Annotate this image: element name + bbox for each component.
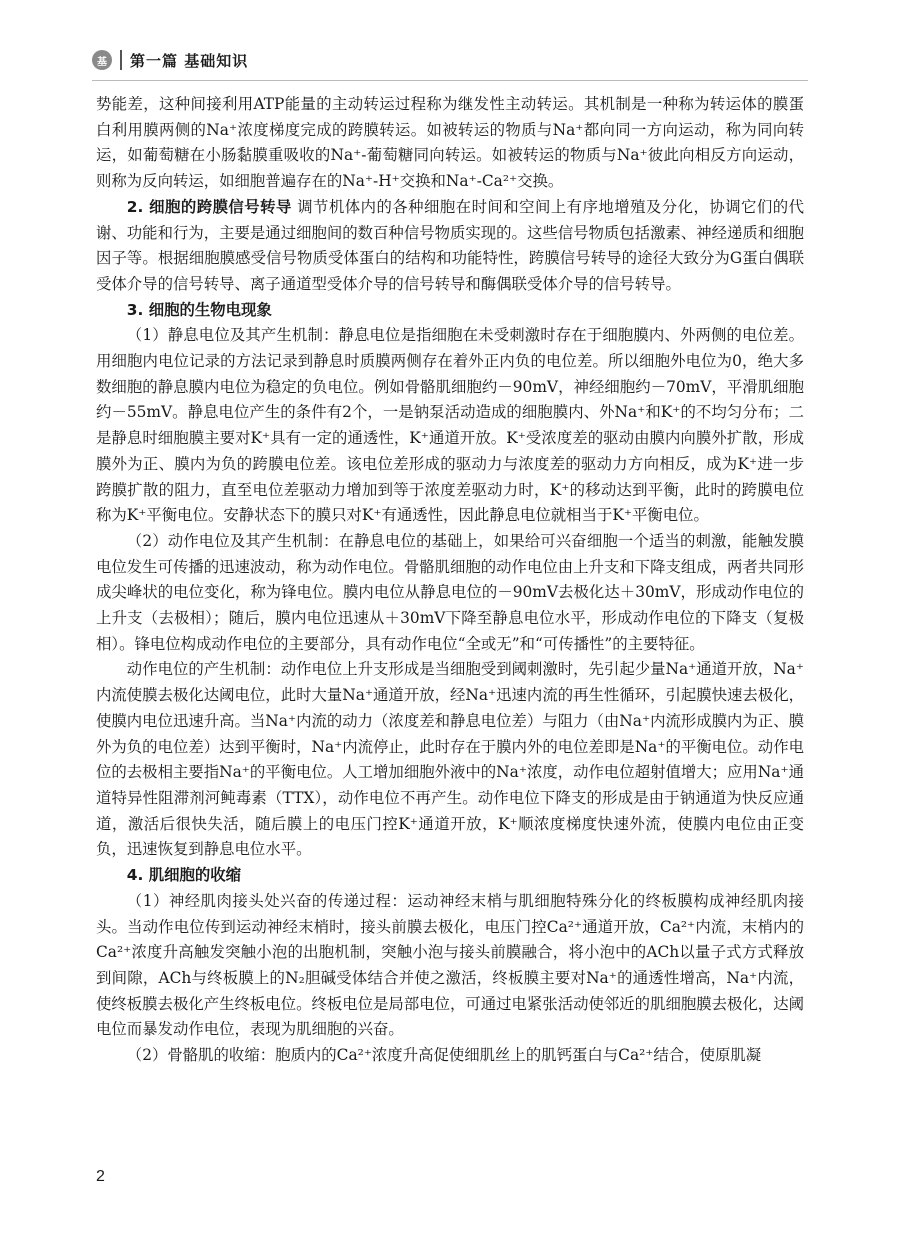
paragraph: （1）静息电位及其产生机制：静息电位是指细胞在未受刺激时存在于细胞膜内、外两侧的电位差。用细胞内电位记录的方法记录到静息时质膜两侧存在着外正内负的电位差。所以细胞外电位为0，绝大多数细胞的静息膜内电位为稳定的负电位。例如骨骼肌细胞约－90mV，神经细胞约－70mV，平滑肌细胞约－55mV。静息电位产生的条件有2个，一是钠泵活动造成的细胞膜内、外Na⁺和K⁺的不均匀分布；二是静息时细胞膜主要对K⁺具有一定的通透性，K⁺通道开放。K⁺受浓度差的驱动由膜内向膜外扩散，形成膜外为正、膜内为负的跨膜电位差。该电位差形成的驱动力与浓度差的驱动力方向相反，成为K⁺进一步跨膜扩散的阻力，直至电位差驱动力增加到等于浓度差驱动力时，K⁺的移动达到平衡，此时的跨膜电位称为K⁺平衡电位。安静状态下的膜只对K⁺有通透性，因此静息电位就相当于K⁺平衡电位。 bbox=[96, 326, 804, 525]
paragraph: 动作电位的产生机制：动作电位上升支形成是当细胞受到阈刺激时，先引起少量Na⁺通道开放，Na⁺内流使膜去极化达阈电位，此时大量Na⁺通道开放，经Na⁺迅速内流的再生性循环，引起膜快速去极化，使膜内电位迅速升高。当Na⁺内流的动力（浓度差和静息电位差）与阻力（由Na⁺内流形成膜内为正、膜外为负的电位差）达到平衡时，Na⁺内流停止，此时存在于膜内外的电位差即是Na⁺的平衡电位。动作电位的去极相主要指Na⁺的平衡电位。人工增加细胞外液中的Na⁺浓度，动作电位超射值增大；应用Na⁺通道特异性阻滞剂河鲀毒素（TTX），动作电位不再产生。动作电位下降支的形成是由于钠通道为快反应通道，激活后很快失活，随后膜上的电压门控K⁺通道开放，K⁺顺浓度梯度快速外流，使膜内电位由正变负，迅速恢复到静息电位水平。 bbox=[96, 660, 804, 859]
page-number: 2 bbox=[96, 1168, 105, 1185]
paragraph: （2）骨骼肌的收缩：胞质内的Ca²⁺浓度升高促使细肌丝上的肌钙蛋白与Ca²⁺结合，使原肌凝 bbox=[126, 1046, 762, 1065]
paragraph: （2）动作电位及其产生机制：在静息电位的基础上，如果给可兴奋细胞一个适当的刺激，能触发膜电位发生可传播的迅速波动，称为动作电位。骨骼肌细胞的动作电位由上升支和下降支组成，两者共同形成尖峰状的电位变化，称为锋电位。膜内电位从静息电位的－90mV去极化达＋30mV，形成动作电位的上升支（去极相）；随后，膜内电位迅速从＋30mV下降至静息电位水平，形成动作电位的下降支（复极相）。锋电位构成动作电位的主要部分，具有动作电位“全或无”和“可传播性”的主要特征。 bbox=[96, 531, 804, 653]
section-heading: 3. 细胞的生物电现象 bbox=[126, 300, 272, 319]
header-separator bbox=[120, 50, 122, 70]
chapter-badge-icon: 基 bbox=[92, 50, 112, 70]
page-body bbox=[96, 92, 804, 1069]
section-heading: 4. 肌细胞的收缩 bbox=[126, 866, 242, 885]
header-rule bbox=[92, 80, 808, 81]
paragraph bbox=[96, 195, 804, 298]
paragraph: （1）神经肌肉接头处兴奋的传递过程：运动神经末梢与肌细胞特殊分化的终板膜构成神经肌肉接头。当动作电位传到运动神经末梢时，接头前膜去极化，电压门控Ca²⁺通道开放，Ca²⁺内流，末梢内的Ca²⁺浓度升高触发突触小泡的出胞机制，突触小泡与接头前膜融合，将小泡中的ACh以量子式方式释放到间隙，ACh与终板膜上的N₂胆碱受体结合并使之激活，终板膜主要对Na⁺的通透性增高，Na⁺内流，使终板膜去极化产生终板电位。终板电位是局部电位，可通过电紧张活动使邻近的肌细胞膜去极化，达阈电位而暴发动作电位，表现为肌细胞的兴奋。 bbox=[96, 891, 804, 1039]
header-title: 第一篇 基础知识 bbox=[130, 51, 249, 70]
paragraph-text: 调节机体内的各种细胞在时间和空间上有序地增殖及分化，协调它们的代谢、功能和行为，主要是通过细胞间的数百种信号物质实现的。这些信号物质包括激素、神经递质和细胞因子等。根据细胞膜感受信号物质受体蛋白的结构和功能特性，跨膜信号转导的途径大致分为G蛋白偶联受体介导的信号转导、离子通道型受体介导的信号转导和酶偶联受体介导的信号转导。 bbox=[96, 197, 804, 293]
running-header bbox=[92, 46, 248, 74]
section-heading: 2. 细胞的跨膜信号转导 bbox=[126, 197, 292, 216]
paragraph: 势能差，这种间接利用ATP能量的主动转运过程称为继发性主动转运。其机制是一种称为转运体的膜蛋白利用膜两侧的Na⁺浓度梯度完成的跨膜转运。如被转运的物质与Na⁺都向同一方向运动，称为同向转运，如葡萄糖在小肠黏膜重吸收的Na⁺-葡萄糖同向转运。如被转运的物质与Na⁺彼此向相反方向运动，则称为反向转运，如细胞普遍存在的Na⁺-H⁺交换和Na⁺-Ca²⁺交换。 bbox=[96, 95, 804, 191]
